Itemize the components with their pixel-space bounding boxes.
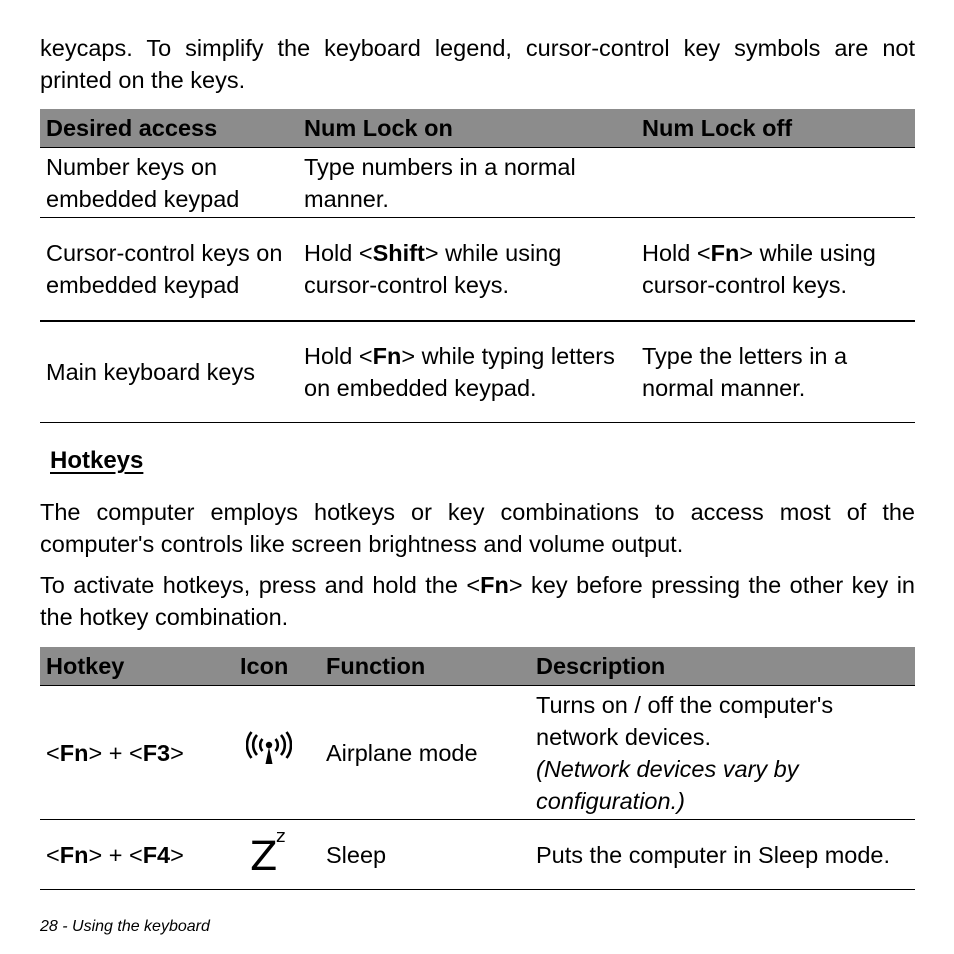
header-hotkey: Hotkey [40, 647, 234, 686]
cell-num-lock-off: Type the letters in a normal manner. [636, 321, 915, 423]
text-fragment: < [46, 739, 60, 766]
intro-paragraph: keycaps. To simplify the keyboard legend, cursor-control key symbols are not printed on the keys. [40, 35, 915, 93]
numlock-table [40, 109, 915, 423]
key-name: Fn [710, 239, 740, 266]
cell-num-lock-on [298, 218, 636, 321]
text-fragment: > + < [88, 841, 143, 868]
table-row [40, 820, 915, 890]
airplane-mode-wireless-icon [246, 731, 292, 775]
text-fragment: > while typing letters on embedded keypad. [304, 342, 615, 401]
sleep-icon [248, 825, 292, 880]
section-heading-hotkeys: Hotkeys [50, 447, 144, 474]
text-fragment: > while using cursor-control keys. [642, 239, 876, 298]
table-row [40, 148, 915, 218]
sleep-icon-letter: Z [250, 833, 278, 880]
description-note: (Network devices vary by configuration.) [536, 755, 799, 814]
header-icon: Icon [234, 647, 320, 686]
hotkeys-activate-paragraph [40, 569, 915, 633]
key-name: Fn [480, 572, 509, 598]
cell-function: Sleep [320, 820, 530, 890]
text-fragment: > + < [88, 739, 143, 766]
cell-hotkey [40, 686, 234, 820]
header-num-lock-on: Num Lock on [298, 109, 636, 148]
text-fragment: > [170, 739, 184, 766]
cell-num-lock-on [298, 321, 636, 423]
table-row [40, 218, 915, 321]
key-name: Shift [372, 239, 425, 266]
cell-num-lock-on: Type numbers in a normal manner. [298, 148, 636, 218]
key-name: Fn [372, 342, 402, 369]
header-desired-access: Desired access [40, 109, 298, 148]
hotkeys-intro-paragraph: The computer employs hotkeys or key combinations to access most of the computer's controls like screen brightness and volume output. [40, 499, 915, 557]
cell-hotkey [40, 820, 234, 890]
header-description: Description [530, 647, 915, 686]
text-fragment: > [170, 841, 184, 868]
cell-access: Cursor-control keys on embedded keypad [40, 218, 298, 321]
cell-access: Main keyboard keys [40, 321, 298, 423]
cell-access: Number keys on embedded keypad [40, 148, 298, 218]
header-num-lock-off: Num Lock off [636, 109, 915, 148]
sleep-icon-superscript: z [276, 825, 286, 847]
text-fragment: Hold < [642, 239, 711, 266]
text-fragment: Hold < [304, 239, 373, 266]
cell-icon [234, 820, 320, 890]
cell-num-lock-off [636, 218, 915, 321]
hotkey-header-row [40, 647, 915, 686]
cell-icon [234, 686, 320, 820]
key-name: F3 [142, 739, 171, 766]
text-fragment: > key before pressing the other key in the hotkey combination. [40, 572, 915, 630]
description-text: Turns on / off the computer's network devices. [536, 691, 834, 750]
cell-description: Puts the computer in Sleep mode. [530, 820, 915, 890]
text-fragment: To activate hotkeys, press and hold the < [40, 572, 481, 598]
key-name: F4 [142, 841, 171, 868]
table-row [40, 321, 915, 423]
text-fragment: Hold < [304, 342, 373, 369]
header-function: Function [320, 647, 530, 686]
page-footer: 28 - Using the keyboard [40, 918, 210, 935]
text-fragment: < [46, 841, 60, 868]
cell-num-lock-off [636, 148, 915, 218]
numlock-header-row [40, 109, 915, 148]
table-row [40, 686, 915, 820]
key-name: Fn [59, 841, 89, 868]
text-fragment: > while using cursor-control keys. [304, 239, 562, 298]
cell-function: Airplane mode [320, 686, 530, 820]
cell-description [530, 686, 915, 820]
hotkey-table [40, 647, 915, 890]
key-name: Fn [59, 739, 89, 766]
